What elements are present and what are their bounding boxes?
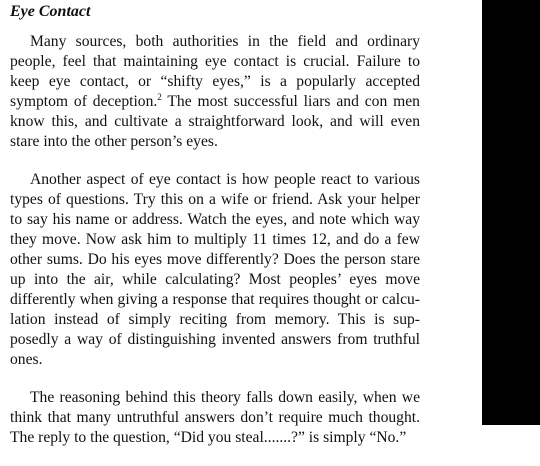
footnote-ref: 2 [157,91,162,102]
paragraph-1-text-a: Many sources, both authorities in the field and ordinary people, feel that maintaining eye contact is crucial. Failure to keep eye contact, or “shifty eyes,” is a popularly accepted symptom of deception. [10,33,420,110]
paragraph-3: The reasoning behind this theory falls down easily, when we think that many untruthful answers don’t require much thought. The reply to the question, “Did you steal.......?” is simply “No.” [10,389,420,446]
paragraph-1 [10,32,420,152]
paragraph-2: Another aspect of eye contact is how people react to various types of questions. Try this on a wife or friend. Ask your helper to say his name or address. Watch the eyes, and note which way they move. Now ask him to multiply 11 times 12, and do a few other sums. Do his eyes move differently? Does the person stare up into the air, while calculating? Most peoples’ eyes move differently when giving a response that requires thought or calculation instead of simply reciting from memory. This is supposedly a way of distinguishing invented answers from truthful ones. [10,171,420,368]
paragraph-1-text-b: The most successful liars and con men know this, and cultivate a straightforward look, and will even stare into the other person’s eyes. [10,93,420,150]
page-edge-black-bar [482,0,540,425]
text-column [10,2,420,466]
section-heading: Eye Contact [10,3,91,20]
